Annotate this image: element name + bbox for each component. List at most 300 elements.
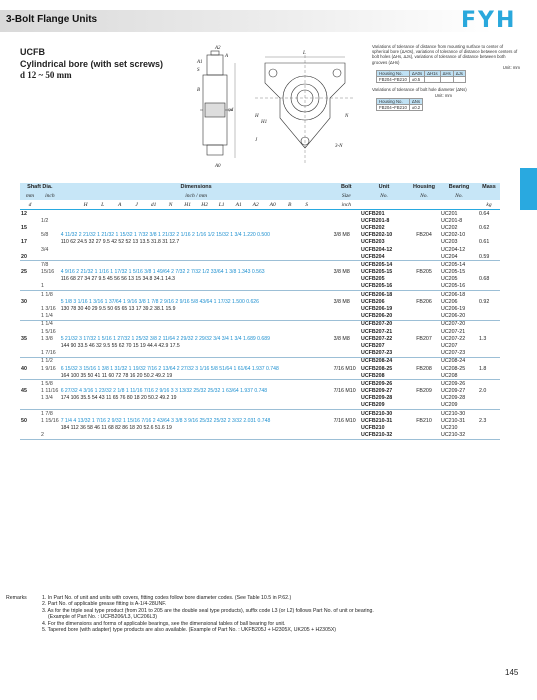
mass-cell <box>478 402 500 410</box>
bolt-cell <box>333 210 360 218</box>
bearing-no-cell: UC206-19 <box>441 306 466 313</box>
shaft-mm-cell <box>20 305 40 312</box>
label-l: L <box>303 51 306 56</box>
shaft-mm-cell <box>20 320 40 328</box>
unit-no-cell: UCFB209-26 <box>361 380 393 387</box>
bearing-no-cell: UC207-23 <box>440 350 478 358</box>
shaft-inch-cell: 1 1/4 <box>41 321 53 328</box>
bolt-cell <box>333 276 360 283</box>
mass-cell <box>478 283 500 291</box>
unit-no-cell: UCFB209 <box>360 402 408 410</box>
bolt-cell <box>333 239 360 246</box>
mass-cell <box>478 357 500 365</box>
table-row <box>20 342 500 349</box>
unit-no-cell: UCFB207-21 <box>361 328 393 335</box>
bearing-no-cell: UC205-15 <box>441 269 466 276</box>
shaft-inch-cell <box>40 372 60 380</box>
table-row <box>20 224 500 231</box>
dimensions-cell: 164 100 35 50 41 11 60 72 78 16 20 50.2 49.2 19 <box>60 372 333 380</box>
shaft-inch-cell <box>40 224 60 231</box>
bolt-cell <box>333 291 360 299</box>
dimensions-cell <box>60 402 333 410</box>
shaft-mm-cell: 20 <box>20 253 40 261</box>
table-row <box>20 417 500 424</box>
mass-cell: 2.0 <box>479 388 487 395</box>
dimensions-cell <box>60 217 333 224</box>
unit-no-cell: UCFB205-16 <box>360 283 408 291</box>
bearing-no-cell: UC208-24 <box>441 358 466 365</box>
mass-cell <box>478 232 500 239</box>
header-no: No. <box>440 191 478 200</box>
header-dim-col: A1 <box>235 201 242 208</box>
bearing-no-cell: UC210-31 <box>441 417 466 424</box>
brand-logo: FYH <box>461 8 517 33</box>
mass-cell <box>478 291 500 299</box>
shaft-mm-cell <box>20 291 40 299</box>
unit-label: Unit: mm <box>502 64 520 70</box>
shaft-mm-cell <box>20 395 40 402</box>
bolt-cell <box>333 402 360 410</box>
dimensions-cell: 4 11/32 2 21/32 1 21/32 1 15/32 1 7/32 3/8 1 21/32 2 1/16 2 1/16 1/2 15/32 1 3/4 1.220 0.500 <box>60 232 270 239</box>
bearing-no-cell: UC209-27 <box>441 388 466 395</box>
label-a2: A2 <box>215 46 221 51</box>
tolerance-table-2 <box>376 98 423 111</box>
table-row <box>20 320 500 328</box>
shaft-mm-cell <box>20 350 40 358</box>
unit-no-cell: UCFB208-25 <box>361 365 393 372</box>
dimensions-cell: 116 68 27 34 27 9.5 45 56 56 13 15 34.8 34.1 14.3 <box>60 276 176 283</box>
bolt-cell <box>333 217 360 224</box>
shaft-mm-cell <box>20 313 40 321</box>
housing-no-cell: FB204 <box>416 232 432 239</box>
dimensions-cell: 4 9/16 2 21/32 1 1/16 1 17/32 1 5/16 3/8 1 49/64 2 7/32 2 7/32 1/2 33/64 1 3/8 1.343 0.563 <box>60 269 265 276</box>
dimensions-cell <box>60 410 333 418</box>
table-row <box>20 261 500 269</box>
tolerance-notes <box>372 44 520 111</box>
remark-line: 2. Part No. of applicable grease fitting is A-1/4-28UNF. <box>42 601 167 608</box>
header-inch-sub: inch <box>185 192 195 199</box>
unit-no-cell: UCFB207 <box>361 342 385 349</box>
dimensions-cell <box>60 253 333 261</box>
bearing-no-cell: UC206 <box>441 298 458 305</box>
bearing-no-cell: UC206-20 <box>440 313 478 321</box>
remark-line: (Example of Part No. : UCFB206/L3, UC206L3) <box>48 614 157 621</box>
housing-no-cell <box>408 410 440 418</box>
table-row <box>20 232 500 239</box>
bearing-no-cell: UC205 <box>441 276 458 283</box>
bearing-no-cell: UC210 <box>441 425 458 432</box>
shaft-inch-cell: 1 <box>40 283 60 291</box>
table-row <box>20 395 500 402</box>
cell <box>453 77 465 83</box>
header-dim-col: J <box>135 201 138 208</box>
unit-no-cell: UCFB205-15 <box>361 269 393 276</box>
header-dim-col: H1 <box>184 201 191 208</box>
unit-no-cell: UCFB205-14 <box>361 261 393 268</box>
label-s: S <box>197 68 200 73</box>
unit-no-cell: UCFB207-22 <box>361 335 393 342</box>
shaft-mm-cell <box>20 342 40 349</box>
table-row <box>20 380 500 388</box>
shaft-inch-cell: 5/8 <box>41 232 49 239</box>
bearing-no-cell: UC210-32 <box>440 432 478 440</box>
header-bearing: Bearing <box>440 183 478 191</box>
dimensions-cell <box>60 313 333 321</box>
dimensions-cell <box>60 261 333 269</box>
bearing-no-cell: UC201 <box>441 210 458 217</box>
shaft-mm-cell <box>20 432 40 440</box>
dimensions-cell: 110 62 24.5 32 27 9.5 42 52 52 13 13.5 31.8 31 12.7 <box>60 239 180 246</box>
bearing-no-cell: UC209 <box>440 402 478 410</box>
mass-cell <box>478 380 500 388</box>
bolt-cell <box>333 253 360 261</box>
bolt-cell <box>333 305 360 312</box>
shaft-mm-cell <box>20 283 40 291</box>
col-header: ΔA0s <box>409 71 424 77</box>
unit-no-cell: UCFB201 <box>361 210 385 217</box>
mass-cell <box>478 395 500 402</box>
table-row <box>20 298 500 305</box>
dimensions-cell <box>60 432 333 440</box>
bolt-cell: 3/8 M8 <box>333 232 350 239</box>
shaft-mm-cell: 17 <box>21 239 27 246</box>
mass-cell: 1.8 <box>479 365 487 372</box>
dimensions-cell <box>60 283 333 291</box>
shaft-inch-cell <box>40 276 60 283</box>
header-dim-col: A0 <box>269 201 276 208</box>
dimensions-cell <box>60 291 333 299</box>
cell: ±0.5 <box>409 77 424 83</box>
table-row <box>20 313 500 321</box>
cell: ±0.2 <box>409 105 422 111</box>
housing-no-cell <box>408 224 440 231</box>
header-dim-col: H2 <box>201 201 208 208</box>
unit-no-cell: UCFB204 <box>360 253 408 261</box>
header-bolt: Bolt <box>333 183 360 191</box>
unit-no-cell: UCFB210-32 <box>360 432 408 440</box>
table-row <box>20 305 500 312</box>
shaft-mm-cell: 50 <box>21 417 27 424</box>
bolt-cell <box>333 283 360 291</box>
section-side-tab <box>520 168 537 210</box>
housing-no-cell <box>408 305 440 312</box>
shaft-inch-cell: 1 9/16 <box>41 365 56 372</box>
unit-no-cell: UCFB210 <box>361 425 385 432</box>
bearing-no-cell: UC207-22 <box>441 335 466 342</box>
dimensions-cell: 184 112 36 58 46 11 68 82 86 18 20 52.6 51.6 19 <box>60 425 172 432</box>
header-dim-col: L <box>101 201 105 208</box>
table-row <box>20 239 500 246</box>
shaft-mm-cell <box>20 261 40 269</box>
remark-line: 4. For the dimensions and forms of applicable bearings, see the dimensional tables of ball bearing for unit. <box>42 620 286 627</box>
bearing-no-cell: UC209-28 <box>441 395 466 402</box>
housing-no-cell <box>408 328 440 335</box>
table-row <box>20 217 500 224</box>
header-dim-col: N <box>168 201 173 208</box>
housing-no-cell: FB206 <box>416 298 432 305</box>
shaft-inch-cell: 1/2 <box>41 217 49 224</box>
label-h: H <box>255 114 259 119</box>
header-dim-col: B <box>287 201 292 208</box>
shaft-mm-cell <box>20 410 40 418</box>
mass-cell <box>478 424 500 431</box>
mass-cell <box>478 350 500 358</box>
col-header: ΔHs <box>440 71 453 77</box>
shaft-inch-cell: 7/8 <box>41 261 49 268</box>
shaft-inch-cell: 1 7/16 <box>40 350 60 358</box>
dimensions-cell <box>60 350 333 358</box>
label-b: B <box>197 88 201 93</box>
table-row <box>20 372 500 380</box>
header-no: No. <box>408 191 440 200</box>
unit-no-cell: UCFB206-18 <box>361 291 393 298</box>
dimensions-cell: 5 1/8 3 1/16 1 3/16 1 37/64 1 9/16 3/8 1 7/8 2 9/16 2 9/16 5/8 43/64 1 17/32 1.500 0.626 <box>60 298 259 305</box>
shaft-mm-cell: 40 <box>21 365 27 372</box>
header-dim-col: S <box>305 201 309 208</box>
table-row <box>20 388 500 395</box>
shaft-inch-cell: 1 5/8 <box>41 380 53 387</box>
bearing-no-cell: UC204 <box>440 253 478 261</box>
header-dim-col: H <box>83 201 88 208</box>
bolt-cell <box>333 372 360 380</box>
table-row <box>20 210 500 218</box>
unit-no-cell: UCFB208-24 <box>361 358 393 365</box>
bearing-no-cell: UC210-30 <box>441 410 466 417</box>
remarks-label: Remarks <box>6 595 27 601</box>
shaft-inch-cell: 1 1/8 <box>41 291 53 298</box>
cell <box>425 77 441 83</box>
unit-no-cell: UCFB201-8 <box>361 217 390 224</box>
mass-cell: 1.3 <box>479 335 487 342</box>
header-mm-sub: mm <box>199 192 207 199</box>
shaft-mm-cell <box>20 357 40 365</box>
housing-no-cell <box>408 380 440 388</box>
shaft-inch-cell: 1 11/16 <box>41 388 59 395</box>
bolt-cell <box>333 410 360 418</box>
table-row <box>20 357 500 365</box>
bolt-cell <box>333 224 360 231</box>
cell <box>440 77 453 83</box>
header-mass: Mass <box>478 183 500 191</box>
housing-no-cell: FB205 <box>416 269 432 276</box>
product-description: Cylindrical bore (with set screws) <box>20 59 164 69</box>
bolt-cell <box>333 395 360 402</box>
unit-no-cell: UCFB206-19 <box>361 306 393 313</box>
tolerance-note-2: Variations of tolerance of bolt hole diameter (ΔNs) <box>372 87 467 93</box>
header-dim-col: d1 <box>150 201 157 208</box>
table-row <box>20 291 500 299</box>
header-unit: Unit <box>360 183 408 191</box>
unit-no-cell: UCFB207-23 <box>360 350 408 358</box>
housing-no-cell <box>408 372 440 380</box>
unit-label: Unit: mm <box>434 92 452 98</box>
product-code: UCFB <box>20 47 45 57</box>
bolt-cell <box>333 313 360 321</box>
remark-line: 3. As for the triple seal type product (from 201 to 205 are the double seal type products), suffix code L3 (or L2) follows Part No. of unit or bearing. <box>42 607 374 614</box>
page-title: 3-Bolt Flange Units <box>6 14 98 25</box>
shaft-mm-cell <box>20 246 40 253</box>
bolt-cell <box>333 261 360 269</box>
label-j: J <box>255 138 258 143</box>
bearing-no-cell: UC202-10 <box>441 232 466 239</box>
shaft-inch-cell <box>40 342 60 349</box>
shaft-inch-cell <box>40 253 60 261</box>
dimensions-cell: 6 15/32 3 15/16 1 3/8 1 31/32 1 19/32 7/16 2 13/64 2 27/32 3 1/16 5/8 51/64 1 61/64 1.937 0.748 <box>60 365 279 372</box>
mass-cell <box>478 432 500 440</box>
housing-no-cell: FB207 <box>416 335 432 342</box>
dimensions-cell: 144 90 33.5 46 32 9.5 55 62 70 15 19 44.4 42.9 17.5 <box>60 342 180 349</box>
bolt-cell <box>333 380 360 388</box>
mass-cell: 0.68 <box>479 276 490 283</box>
shaft-mm-cell: 35 <box>21 335 27 342</box>
table-row <box>20 402 500 410</box>
bolt-cell <box>333 342 360 349</box>
unit-no-cell: UCFB203 <box>361 239 385 246</box>
shaft-inch-cell <box>40 298 60 305</box>
bearing-no-cell: UC203 <box>441 239 458 246</box>
shaft-mm-cell <box>20 372 40 380</box>
label-a0: A0 <box>215 164 221 169</box>
bolt-cell: 3/8 M8 <box>333 298 350 305</box>
label-3n: 3-N <box>335 144 343 149</box>
unit-no-cell: UCFB207-20 <box>361 321 393 328</box>
label-phid: φd <box>228 108 234 113</box>
product-range: d 12 ~ 50 mm <box>20 70 72 80</box>
shaft-mm-cell: 30 <box>21 298 27 305</box>
shaft-mm-cell: 15 <box>21 224 27 231</box>
bolt-cell: 3/8 M8 <box>333 269 350 276</box>
unit-no-cell: UCFB202-10 <box>361 232 393 239</box>
bearing-no-cell: UC207-20 <box>441 321 466 328</box>
bearing-no-cell: UC208-25 <box>441 365 466 372</box>
dimensions-cell: 130 78 30 40 29 9.5 50 65 65 13 17 39.2 38.1 15.9 <box>60 306 176 313</box>
bearing-no-cell: UC205-16 <box>440 283 478 291</box>
mass-cell <box>478 217 500 224</box>
dimensions-cell: 7 1/4 4 13/32 1 7/16 2 9/32 1 15/16 7/16 2 43/64 3 3/8 3 9/16 25/32 25/32 2 3/32 2.031 0.748 <box>60 417 271 424</box>
bearing-no-cell: UC204-12 <box>441 246 466 253</box>
remark-line: 1. In Part No. of unit and units with covers, fitting codes follow bore diameter codes. (See Table 10.5 in P.62.) <box>42 595 292 601</box>
unit-no-cell: UCFB208 <box>360 372 408 380</box>
table-row <box>20 246 500 253</box>
bearing-no-cell: UC209-26 <box>441 380 466 387</box>
mass-cell: 2.3 <box>479 417 487 424</box>
shaft-inch-cell <box>40 210 60 218</box>
col-header: ΔNs <box>409 98 422 104</box>
table-row <box>20 335 500 342</box>
label-a1: A1 <box>197 60 203 65</box>
dimensions-cell <box>60 357 333 365</box>
shaft-mm-cell <box>20 328 40 335</box>
housing-no-cell: FB209 <box>416 388 432 395</box>
bearing-no-cell: UC207-21 <box>441 328 466 335</box>
dimensions-cell <box>60 224 333 231</box>
housing-no-cell <box>408 395 440 402</box>
housing-no-cell <box>408 210 440 218</box>
bolt-cell: 3/8 M8 <box>333 335 350 342</box>
unit-no-cell: UCFB202 <box>361 224 385 231</box>
header-shaft: Shaft Dia. <box>20 183 60 191</box>
dimensions-cell <box>60 328 333 335</box>
bearing-no-cell: UC201-8 <box>441 217 463 224</box>
header-dim-col: L1 <box>218 201 225 208</box>
bearing-no-cell: UC208 <box>440 372 478 380</box>
shaft-inch-cell: 3/4 <box>41 246 49 253</box>
table-row <box>20 269 500 276</box>
cell: FB204~FB210 <box>377 77 410 83</box>
mass-cell <box>478 410 500 418</box>
bolt-cell <box>333 350 360 358</box>
bolt-cell: 7/16 M10 <box>333 388 356 395</box>
unit-no-cell: UCFB210-31 <box>361 417 393 424</box>
housing-no-cell <box>408 402 440 410</box>
label-n: N <box>345 114 349 119</box>
shaft-mm-cell <box>20 232 40 239</box>
header-no: No. <box>360 191 408 200</box>
bolt-cell <box>333 320 360 328</box>
housing-no-cell <box>408 357 440 365</box>
mass-cell <box>478 305 500 312</box>
mass-cell <box>478 313 500 321</box>
unit-no-cell: UCFB204-12 <box>361 246 393 253</box>
shaft-mm-cell: 12 <box>21 210 27 217</box>
header-inch: inch <box>40 191 60 200</box>
col-header: Housing No. <box>377 98 410 104</box>
bearing-no-cell: UC205-14 <box>441 261 466 268</box>
shaft-mm-cell <box>20 276 40 283</box>
bolt-cell: 7/16 M10 <box>333 417 356 424</box>
shaft-inch-cell: 2 <box>40 432 60 440</box>
technical-drawing <box>195 43 365 173</box>
housing-no-cell <box>408 217 440 224</box>
unit-no-cell: UCFB210-30 <box>361 410 393 417</box>
housing-no-cell <box>408 246 440 253</box>
table-row <box>20 328 500 335</box>
col-header: ΔH1s <box>425 71 441 77</box>
unit-no-cell: UCFB205 <box>361 276 385 283</box>
col-header: ΔJs <box>453 71 465 77</box>
dimensions-cell: 5 21/32 3 17/32 1 5/16 1 27/32 1 25/32 3/8 2 11/64 2 29/32 2 29/32 3/4 3/4 1 3/4 1.689 0.689 <box>60 335 270 342</box>
housing-no-cell <box>408 291 440 299</box>
dimension-table: Shaft Dia. Dimensions Bolt Unit Housing Bearing Mass mm inch inch / mm Size No. No. No. d H L A J d1 N H1 H2 L1 A1 A2 A0 B S inch kg 12 UCFB201 UC201 0.64 1/2 UCFB201-8 UC201-8 15 UCFB202 UC202 0.62 5/8 4 11/32 2 21/32 1 21/32 1 15/32 1 7/32 3/8 1 21/32 2 1/16 2 1/16 1/2 15/32 1 3/4 1.220 0.500 3/8 M8 UCFB202-10 FB204 UC202-10 17 110 62 24.5 32 27 9.5 42 52 52 13 13.5 31.8 31 12.7 UCFB203 UC203 0.61 3/4 UCFB204-12 UC204-12 20 UCFB204 UC204 0.59 7/8 UCFB205-14 UC205-14 25 15/16 4 9/16 2 21/32 1 1/16 1 17/32 1 5/16 3/8 1 49/64 2 7/32 2 7/32 1/2 33/64 1 3/8 1.343 0.563 3/8 M8 UCFB205-15 FB205 UC205-15 116 68 27 34 27 9.5 45 56 56 13 15 34.8 34.1 14.3 UCFB205 UC205 0.68 1 UCFB205-16 UC205-16 1 1/8 UCFB206-18 UC206-18 30 5 1/8 3 1/16 1 3/16 1 37/64 1 9/16 3/8 1 7/8 2 9/16 2 9/16 5/8 43/64 1 17/32 1.500 0.626 3/8 M8 UCFB206 FB206 UC206 0.92 1 3/16 130 78 30 40 29 9.5 50 65 65 13 17 39.2 38.1 15.9 UCFB206-19 UC206-19 1 1/4 UCFB206-20 UC206-20 1 1/4 UCFB207-20 UC207-20 1 5/16 UCFB207-21 UC207-21 35 1 3/8 5 21/32 3 17/32 1 5/16 1 27/32 1 25/32 3/8 2 11/64 2 29/32 2 29/32 3/4 3/4 1 3/4 1.689 0.689 3/8 M8 UCFB207-22 FB207 UC207-22 1.3 144 90 33.5 46 32 9.5 55 62 70 15 19 44.4 42.9 17.5 UCFB207 UC207 1 7/16 UCFB207-23 UC207-23 1 1/2 UCFB208-24 UC208-24 40 1 9/16 6 15/32 3 15/16 1 3/8 1 31/32 1 19/32 7/16 2 13/64 2 27/32 3 1/16 5/8 51/64 1 61/64 1.937 0.748 7/16 M10 UCFB208-25 FB208 UC208-25 1.8 164 100 35 50 41 11 60 72 78 16 20 50.2 49.2 19 UCFB208 UC208 1 5/8 UCFB209-26 UC209-26 45 1 11/16 6 27/32 4 3/16 1 23/32 2 1/8 1 11/16 7/16 2 9/16 3 3 13/32 25/32 25/32 1 63/64 1.937 0.748 7/16 M10 UCFB209-27 FB209 UC209-27 2.0 1 3/4 174 106 35.5 54 43 11 65 76 80 18 20 50.2 49.2 19 UCFB209-28 UC209-28 UCFB209 UC209 1 7/8 UCFB210-30 UC210-30 50 1 15/16 7 1/4 4 13/32 1 7/16 2 9/32 1 15/16 7/16 2 43/64 3 3/8 3 9/16 25/32 25/32 2 3/32 2.031 0.748 7/16 M10 UCFB210-31 FB210 UC210-31 2.3 184 112 36 58 46 11 68 82 86 18 20 52.6 51.6 19 UCFB210 UC210 2 UCFB210-32 UC210-32 <box>20 183 500 440</box>
header-housing: Housing <box>408 183 440 191</box>
shaft-mm-cell: 45 <box>21 388 27 395</box>
remark-line: 5. Tapered bore (with adapter) type products are also available. (Example of Part No. : UKFB205J + H2305X, UK205 + H2305X) <box>42 627 337 634</box>
shaft-inch-cell: 1 3/16 <box>41 306 56 313</box>
shaft-mm-cell <box>20 217 40 224</box>
header-dimensions: Dimensions <box>60 183 333 191</box>
mass-cell <box>478 372 500 380</box>
mass-cell <box>478 328 500 335</box>
shaft-inch-cell: 1 7/8 <box>41 410 53 417</box>
bearing-no-cell: UC202 <box>441 224 458 231</box>
shaft-inch-cell: 1 5/16 <box>41 328 56 335</box>
housing-no-cell <box>408 432 440 440</box>
header-dim-col: A2 <box>252 201 259 208</box>
mass-cell <box>478 342 500 349</box>
table-row <box>20 276 500 283</box>
housing-no-cell: FB208 <box>416 365 432 372</box>
bolt-cell <box>333 328 360 335</box>
dimensions-cell: 6 27/32 4 3/16 1 23/32 2 1/8 1 11/16 7/16 2 9/16 3 3 13/32 25/32 25/32 1 63/64 1.937 0.748 <box>60 388 268 395</box>
tolerance-note-1: Variations of tolerance of distance from mounting surface to center of spherical bore (ΔA0s), variations of tolerance of distance between centers of bolt holes (ΔHs, ΔJs), variations of tolerance of distance between both grooves (ΔHs) <box>372 44 518 65</box>
shaft-mm-cell <box>20 380 40 388</box>
header-dim-col: A <box>117 201 122 208</box>
unit-no-cell: UCFB206-20 <box>360 313 408 321</box>
page-number: 145 <box>505 668 519 677</box>
shaft-mm-cell <box>20 402 40 410</box>
housing-no-cell <box>408 253 440 261</box>
mass-cell <box>478 269 500 276</box>
